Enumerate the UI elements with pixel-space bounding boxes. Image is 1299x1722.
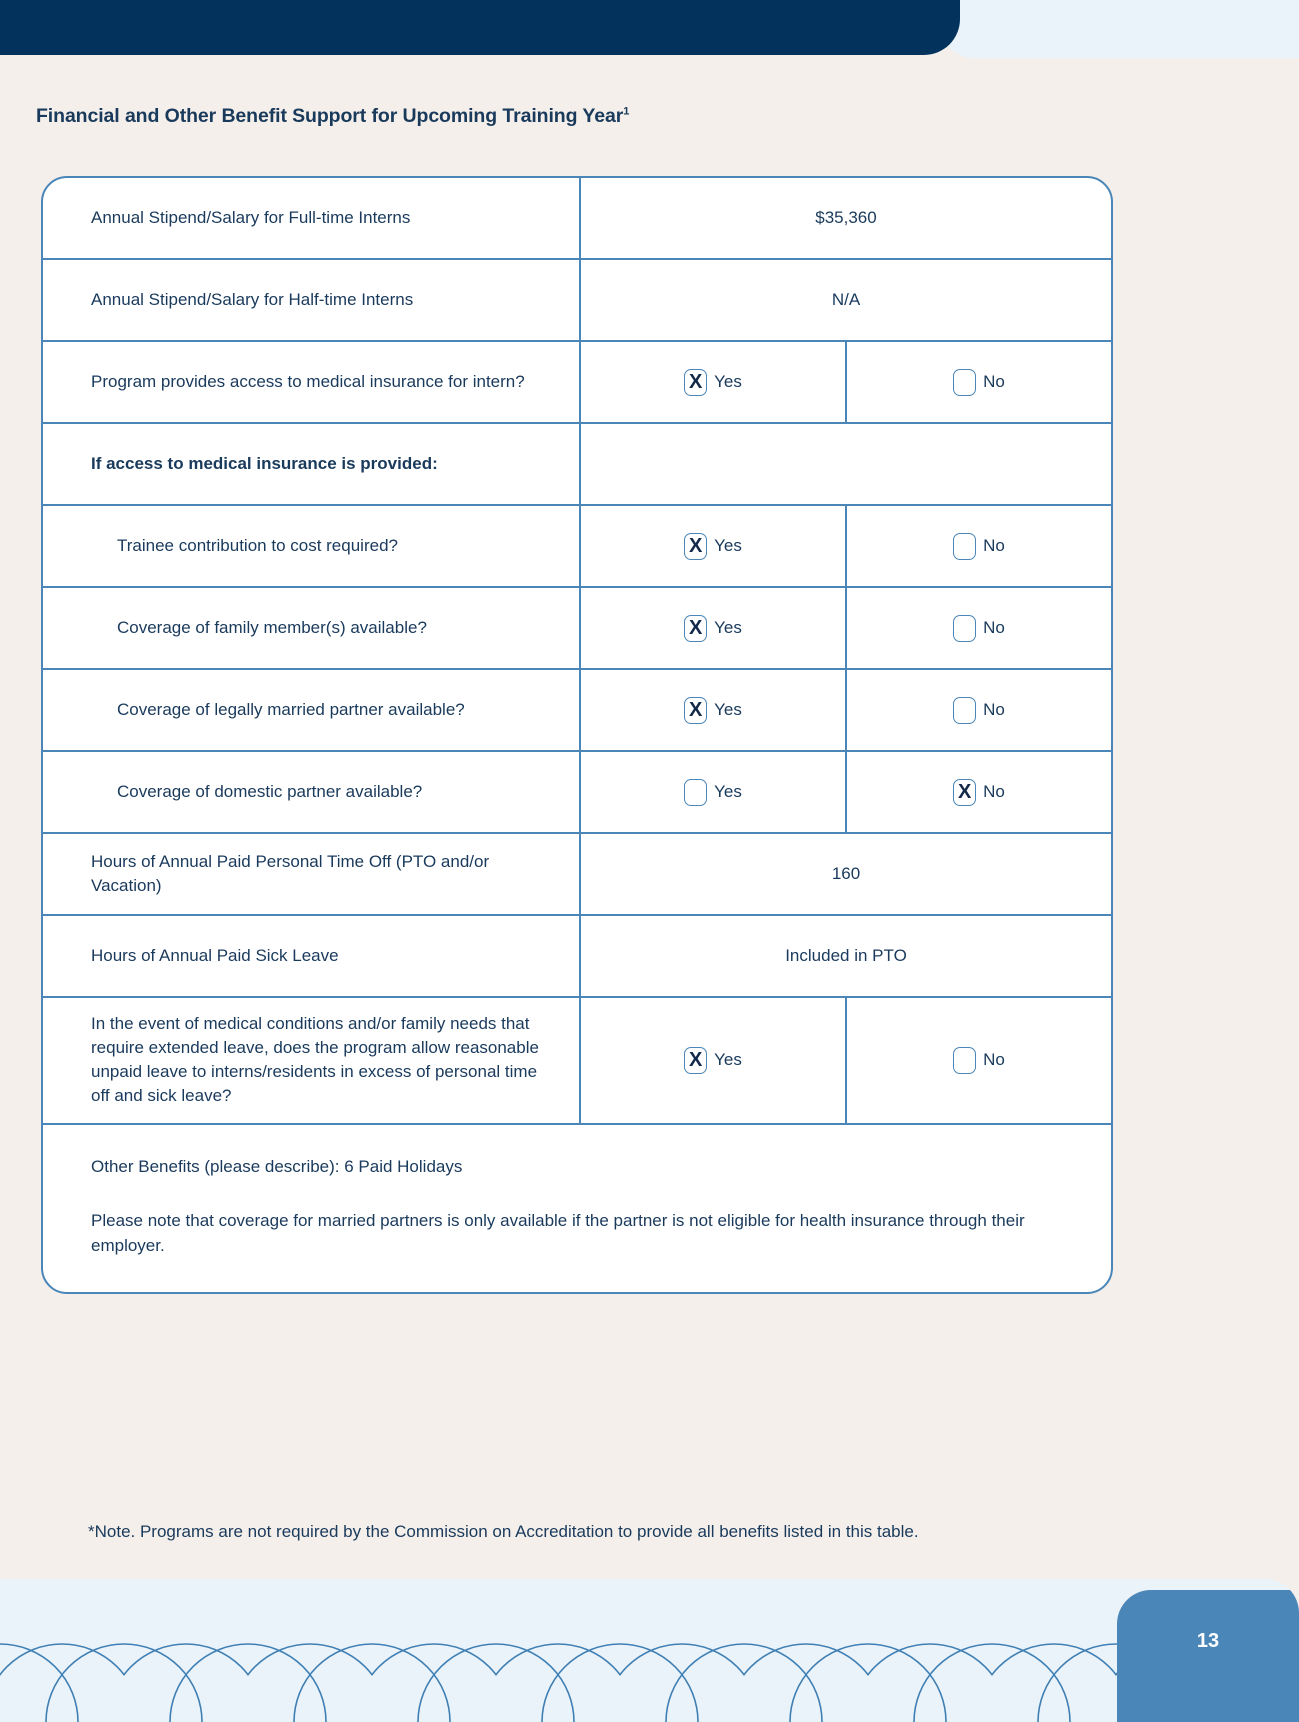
checkbox-no[interactable] <box>953 369 976 396</box>
page-header <box>0 0 1299 70</box>
no-option[interactable] <box>953 697 1005 724</box>
yes-option[interactable] <box>684 533 742 560</box>
yes-option[interactable] <box>684 779 742 806</box>
checkbox-yes[interactable] <box>684 533 707 560</box>
yes-label: Yes <box>714 536 742 555</box>
no-option[interactable] <box>953 1047 1005 1074</box>
no-option[interactable] <box>953 779 1005 806</box>
no-option[interactable] <box>953 369 1005 396</box>
yes-option-cell[interactable] <box>581 752 847 832</box>
accreditation-note: *Note. Programs are not required by the Commission on Accreditation to provide all benefits listed in this table. <box>88 1522 919 1541</box>
row-value: Included in PTO <box>785 946 907 965</box>
header-navy-banner <box>0 0 960 55</box>
row-label: Annual Stipend/Salary for Full-time Interns <box>43 178 581 258</box>
table-row <box>43 178 1111 260</box>
check-x-icon: X <box>688 1049 703 1072</box>
row-value: $35,360 <box>815 208 877 227</box>
no-option[interactable] <box>953 615 1005 642</box>
table-row <box>43 670 1111 752</box>
coverage-note-text: Please note that coverage for married partners is only available if the partner is not eligible for health insurance through their employer. <box>91 1211 1025 1255</box>
no-label: No <box>983 782 1005 801</box>
page-title-footnote-marker: 1 <box>623 105 630 118</box>
table-row <box>43 588 1111 670</box>
checkbox-no[interactable] <box>953 615 976 642</box>
no-option-cell[interactable] <box>847 588 1111 668</box>
no-label: No <box>983 372 1005 391</box>
no-label: No <box>983 618 1005 637</box>
check-x-icon: X <box>688 617 703 639</box>
row-label: Hours of Annual Paid Personal Time Off (PTO and/or Vacation) <box>43 834 581 914</box>
row-label: In the event of medical conditions and/or family needs that require extended leave, does the program allow reasonable unpaid leave to interns/residents in excess of personal time off and sick leave? <box>43 998 581 1123</box>
checkbox-yes[interactable] <box>684 369 707 396</box>
yes-label: Yes <box>714 618 742 637</box>
checkbox-yes[interactable] <box>684 1047 707 1074</box>
page-number-tab <box>1117 1590 1299 1722</box>
row-label: Coverage of domestic partner available? <box>43 752 581 832</box>
check-x-icon: X <box>957 781 972 803</box>
other-benefits-text: Other Benefits (please describe): 6 Paid Holidays <box>91 1156 463 1176</box>
yes-option[interactable] <box>684 369 742 396</box>
table-row <box>43 916 1111 998</box>
yes-option-cell[interactable] <box>581 588 847 668</box>
table-row <box>43 834 1111 916</box>
footer-lattice-pattern <box>0 1579 1299 1722</box>
no-option-cell[interactable] <box>847 342 1111 422</box>
no-label: No <box>983 1050 1005 1070</box>
footer-decoration <box>0 1579 1299 1722</box>
check-x-icon: X <box>688 699 703 721</box>
row-label: Coverage of legally married partner available? <box>43 670 581 750</box>
yes-label: Yes <box>714 372 742 391</box>
no-label: No <box>983 536 1005 555</box>
table-row <box>43 424 1111 506</box>
yes-option-cell[interactable] <box>581 506 847 586</box>
row-value: N/A <box>831 290 861 309</box>
no-option-cell[interactable] <box>847 670 1111 750</box>
row-label: Annual Stipend/Salary for Half-time Interns <box>43 260 581 340</box>
table-row <box>43 752 1111 834</box>
table-row <box>43 998 1111 1125</box>
checkbox-yes[interactable] <box>684 615 707 642</box>
yes-label: Yes <box>714 1050 742 1070</box>
table-row <box>43 506 1111 588</box>
check-x-icon: X <box>688 371 703 393</box>
no-option[interactable] <box>953 533 1005 560</box>
table-row <box>43 342 1111 424</box>
yes-label: Yes <box>714 700 742 719</box>
yes-option-cell[interactable] <box>581 342 847 422</box>
checkbox-no[interactable] <box>953 697 976 724</box>
checkbox-yes[interactable] <box>684 779 707 806</box>
table-footer-block <box>43 1125 1111 1293</box>
checkbox-no[interactable] <box>953 1047 976 1074</box>
page-number: 13 <box>1196 1630 1220 1652</box>
checkbox-yes[interactable] <box>684 697 707 724</box>
row-label: Trainee contribution to cost required? <box>43 506 581 586</box>
benefit-support-table <box>41 176 1113 1294</box>
yes-option-cell[interactable] <box>581 670 847 750</box>
page-title-text: Financial and Other Benefit Support for Upcoming Training Year <box>36 105 624 127</box>
no-option-cell[interactable] <box>847 752 1111 832</box>
check-x-icon: X <box>688 535 703 557</box>
row-label: Hours of Annual Paid Sick Leave <box>43 916 581 996</box>
row-section-header-label: If access to medical insurance is provided: <box>43 424 581 504</box>
row-empty-cell <box>581 424 1111 504</box>
header-lightblue-shape <box>940 0 1299 58</box>
yes-option[interactable] <box>684 697 742 724</box>
checkbox-no[interactable] <box>953 779 976 806</box>
yes-option[interactable] <box>684 1047 742 1074</box>
row-value: 160 <box>831 864 861 883</box>
no-option-cell[interactable] <box>847 998 1111 1123</box>
checkbox-no[interactable] <box>953 533 976 560</box>
page-title <box>36 105 629 128</box>
row-label: Coverage of family member(s) available? <box>43 588 581 668</box>
yes-option[interactable] <box>684 615 742 642</box>
no-label: No <box>983 700 1005 719</box>
table-row <box>43 260 1111 342</box>
yes-label: Yes <box>714 782 742 801</box>
row-label: Program provides access to medical insurance for intern? <box>43 342 581 422</box>
yes-option-cell[interactable] <box>581 998 847 1123</box>
no-option-cell[interactable] <box>847 506 1111 586</box>
